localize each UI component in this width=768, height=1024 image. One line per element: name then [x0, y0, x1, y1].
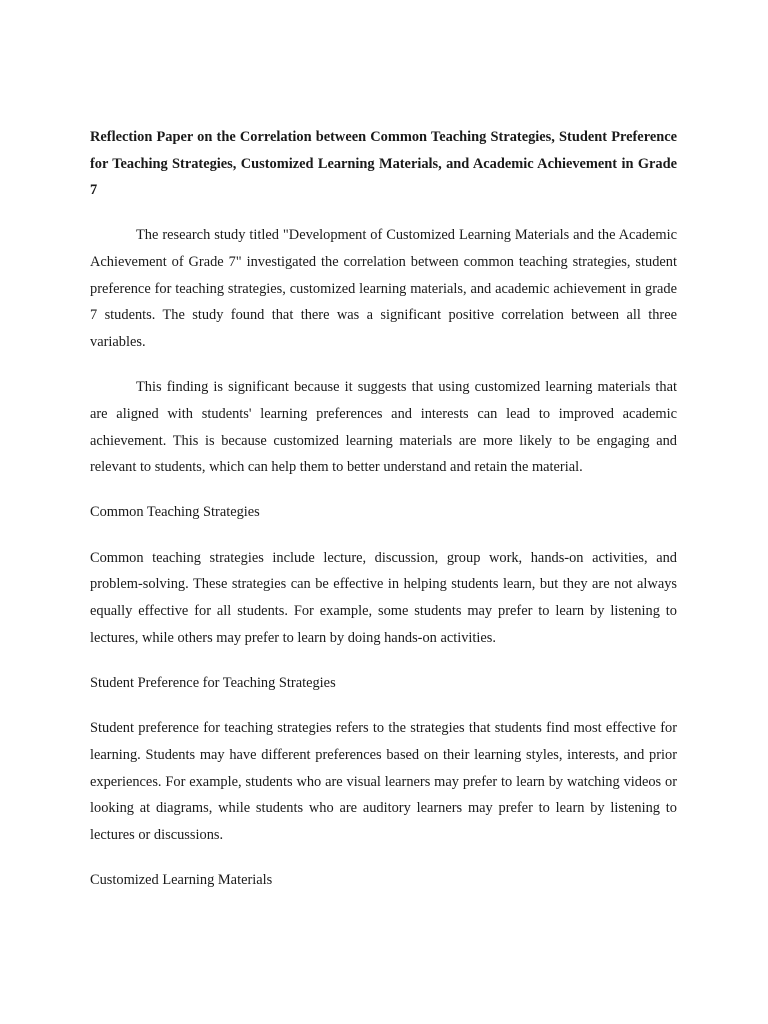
- section-heading-common-teaching-strategies: Common Teaching Strategies: [90, 504, 260, 521]
- section-heading-student-preference: Student Preference for Teaching Strategies: [90, 674, 336, 691]
- section-body-common-teaching-strategies: Common teaching strategies include lecture, discussion, group work, hands-on activities, and problem-solving. These strategies can be effective in helping students learn, but they are not always equally effective for all students. For example, some students may prefer to learn by listening to lectures, while others may prefer to learn by doing hands-on activities.: [90, 549, 677, 646]
- intro-paragraph-1: The research study titled "Development of Customized Learning Materials and the Academic Achievement of Grade 7" investigated the correlation between common teaching strategies, student preference for teaching strategies, customized learning materials, and academic achievement in grade 7 students. The study found that there was a significant positive correlation between all three variables.: [90, 227, 677, 350]
- document-title: Reflection Paper on the Correlation between Common Teaching Strategies, Student Preference for Teaching Strategies, Customized Learning Materials, and Academic Achievement in Grade 7: [90, 129, 677, 199]
- section-heading-customized-learning-materials: Customized Learning Materials: [90, 872, 273, 889]
- section-body-student-preference: Student preference for teaching strategies refers to the strategies that students find most effective for learning. Students may have different preferences based on their learning styles, interests, and prior experiences. For example, students who are visual learners may prefer to learn by watching videos or looking at diagrams, while students who are auditory learners may prefer to learn by listening to lectures or discussions.: [90, 720, 677, 843]
- document-page: [90, 124, 677, 912]
- intro-paragraph-2: This finding is significant because it suggests that using customized learning materials that are aligned with students' learning preferences and interests can lead to improved academic achievement. This is because customized learning materials are more likely to be engaging and relevant to students, which can help them to better understand and retain the material.: [90, 379, 677, 476]
